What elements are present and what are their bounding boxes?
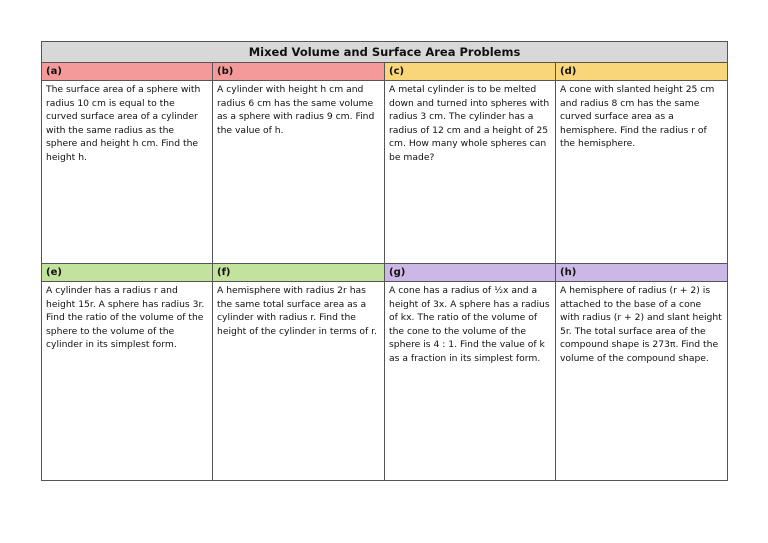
- problem-f-label: (f): [213, 264, 385, 282]
- problem-sheet: [41, 41, 728, 481]
- problem-e-label: (e): [42, 264, 213, 282]
- problem-h-text: A hemisphere of radius (r + 2) is attached to the base of a cone with radius (r + 2) and slant height 5r. The total surface area of the compound shape is 273π. Find the volume of the compound shape.: [556, 282, 728, 481]
- problem-d-label: (d): [556, 63, 728, 81]
- problem-f-text: A hemisphere with radius 2r has the same total surface area as a cylinder with radius r. Find the height of the cylinder in terms of r.: [213, 282, 385, 481]
- problem-d-text: A cone with slanted height 25 cm and radius 8 cm has the same curved surface area as a hemisphere. Find the radius r of the hemisphere.: [556, 81, 728, 264]
- problem-a-text: The surface area of a sphere with radius 10 cm is equal to the curved surface area of a cylinder with the same radius as the sphere and height h cm. Find the height h.: [42, 81, 213, 264]
- problem-h-label: (h): [556, 264, 728, 282]
- problem-e-text: A cylinder has a radius r and height 15r. A sphere has radius 3r. Find the ratio of the volume of the sphere to the volume of the cylinder in its simplest form.: [42, 282, 213, 481]
- problem-c-text: A metal cylinder is to be melted down and turned into spheres with radius 3 cm. The cylinder has a radius of 12 cm and a height of 25 cm. How many whole spheres can be made?: [385, 81, 556, 264]
- sheet-title: Mixed Volume and Surface Area Problems: [42, 42, 728, 63]
- problem-a-label: (a): [42, 63, 213, 81]
- problem-g-label: (g): [385, 264, 556, 282]
- problem-c-label: (c): [385, 63, 556, 81]
- problem-g-text: A cone has a radius of ½x and a height of 3x. A sphere has a radius of kx. The ratio of the volume of the cone to the volume of the sphere is 4 : 1. Find the value of k as a fraction in its simplest form.: [385, 282, 556, 481]
- problem-b-label: (b): [213, 63, 385, 81]
- problem-b-text: A cylinder with height h cm and radius 6 cm has the same volume as a sphere with radius 9 cm. Find the value of h.: [213, 81, 385, 264]
